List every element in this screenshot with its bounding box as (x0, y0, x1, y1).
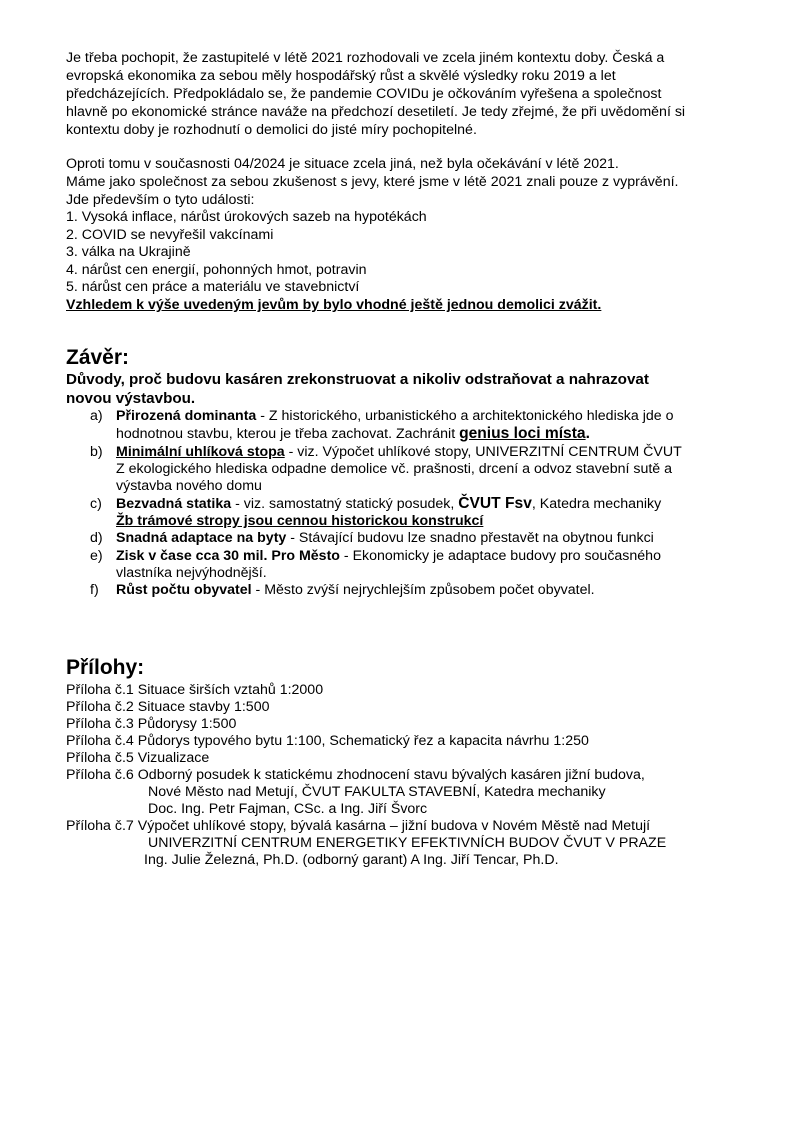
reason-c-title: Bezvadná statika (116, 496, 232, 512)
reason-c-line-1: Bezvadná statika - viz. samostatný statický posudek, ČVUT Fsv, Katedra mechaniky (116, 495, 662, 512)
event-item: 2. COVID se nevyřešil vakcínami (66, 227, 274, 243)
reason-b-line-1: Minimální uhlíková stopa - viz. Výpočet uhlíkové stopy, UNIVERZITNÍ CENTRUM ČVUT (116, 444, 682, 460)
prilohy-heading: Přílohy: (66, 656, 145, 679)
attachment-line: Příloha č.7 Výpočet uhlíkové stopy, bývalá kasárna – jižní budova v Novém Městě nad Metují (66, 818, 651, 834)
situation-line-2: Máme jako společnost za sebou zkušenost s jevy, které jsme v létě 2021 znali pouze z vyprávění. (66, 174, 679, 190)
list-marker-d: d) (90, 530, 103, 546)
intro-line-1: Je třeba pochopit, že zastupitelé v létě 2021 rozhodovali ve zcela jiném kontextu doby. Česká a (66, 50, 665, 66)
list-marker-f: f) (90, 582, 99, 598)
event-item: 5. nárůst cen práce a materiálu ve stavebnictví (66, 279, 360, 295)
zaver-lead-line-1: Důvody, proč budovu kasáren zrekonstruovat a nikoliv odstraňovat a nahrazovat (66, 371, 649, 388)
reason-d-line-1: Snadná adaptace na byty - Stávající budovu lze snadno přestavět na obytnou funkci (116, 530, 654, 546)
reason-b-org: UNIVERZITNÍ CENTRUM ČVUT (475, 444, 682, 460)
list-marker-a: a) (90, 408, 103, 424)
genius-loci-emphasis: genius loci místa (459, 425, 586, 442)
reason-f-title: Růst počtu obyvatel (116, 582, 252, 598)
attachment-line: Příloha č.2 Situace stavby 1:500 (66, 699, 270, 715)
reason-e-line-2: vlastníka nejvýhodnější. (116, 565, 267, 581)
reason-a-line-2: hodnotnou stavbu, kterou je třeba zachovat. Zachránit genius loci místa. (116, 425, 590, 442)
zaver-lead-line-2: novou výstavbou. (66, 390, 196, 407)
reason-b-line-3: výstavba nového domu (116, 478, 262, 494)
list-marker-e: e) (90, 548, 103, 564)
reason-b-line-2: Z ekologického hlediska odpadne demolice vč. prašnosti, drcení a odvoz stavební sutě a (116, 461, 673, 477)
event-item: 3. válka na Ukrajině (66, 244, 191, 260)
list-marker-c: c) (90, 496, 102, 512)
event-item: 1. Vysoká inflace, nárůst úrokových sazeb na hypotékách (66, 209, 427, 225)
reason-a-title: Přirozená dominanta (116, 408, 257, 424)
attachment-line: Příloha č.4 Půdorys typového bytu 1:100, Schematický řez a kapacita návrhu 1:250 (66, 733, 589, 749)
reason-c-note: Žb trámové stropy jsou cennou historickou konstrukcí (116, 513, 484, 529)
attachment-line: Příloha č.3 Půdorysy 1:500 (66, 716, 237, 732)
attachment-line: Příloha č.6 Odborný posudek k statickému zhodnocení stavu bývalých kasáren jižní budova, (66, 767, 645, 783)
attachment-line: Příloha č.1 Situace širších vztahů 1:2000 (66, 682, 324, 698)
event-item: 4. nárůst cen energií, pohonných hmot, potravin (66, 262, 367, 278)
attachment-line: Nové Město nad Metují, ČVUT FAKULTA STAVEBNÍ, Katedra mechaniky (148, 784, 606, 800)
intro-line-5: kontextu doby je rozhodnutí o demolici do jisté míry pochopitelné. (66, 122, 477, 138)
situation-line-1: Oproti tomu v současnosti 04/2024 je situace zcela jiná, než byla očekávání v létě 2021. (66, 156, 619, 172)
intro-line-2: evropská ekonomika za sebou měly hospodářský růst a skvělé výsledky roku 2019 a let (66, 68, 616, 84)
intro-line-4: hlavně po ekonomické stránce naváže na předchozí desetiletí. Je tedy zřejmé, že při uvědomění si (66, 104, 686, 120)
reason-e-line-1: Zisk v čase cca 30 mil. Pro Město - Ekonomicky je adaptace budovy pro současného (116, 548, 661, 564)
zaver-heading: Závěr: (66, 346, 130, 369)
situation-line-3: Jde především o tyto události: (66, 192, 255, 208)
situation-conclusion: Vzhledem k výše uvedeným jevům by bylo vhodné ještě jednou demolici zvážit. (66, 297, 602, 313)
attachment-line: Příloha č.5 Vizualizace (66, 750, 210, 766)
attachment-line: Doc. Ing. Petr Fajman, CSc. a Ing. Jiří Švorc (148, 801, 428, 817)
reason-b-title: Minimální uhlíková stopa (116, 444, 285, 460)
reason-c-org: ČVUT Fsv (458, 495, 532, 512)
attachment-line: Ing. Julie Železná, Ph.D. (odborný garant) A Ing. Jiří Tencar, Ph.D. (144, 852, 559, 868)
reason-d-title: Snadná adaptace na byty (116, 530, 287, 546)
reason-e-title: Zisk v čase cca 30 mil. Pro Město (116, 548, 340, 564)
list-marker-b: b) (90, 444, 103, 460)
intro-line-3: předcházejících. Předpokládalo se, že pandemie COVIDu je očkováním vyřešena a společnost (66, 86, 662, 102)
reason-f-line-1: Růst počtu obyvatel - Město zvýší nejrychlejším způsobem počet obyvatel. (116, 582, 595, 598)
attachment-line: UNIVERZITNÍ CENTRUM ENERGETIKY EFEKTIVNÍCH BUDOV ČVUT V PRAZE (148, 835, 667, 851)
reason-a-line-1: Přirozená dominanta - Z historického, urbanistického a architektonického hlediska jde o (116, 408, 674, 424)
